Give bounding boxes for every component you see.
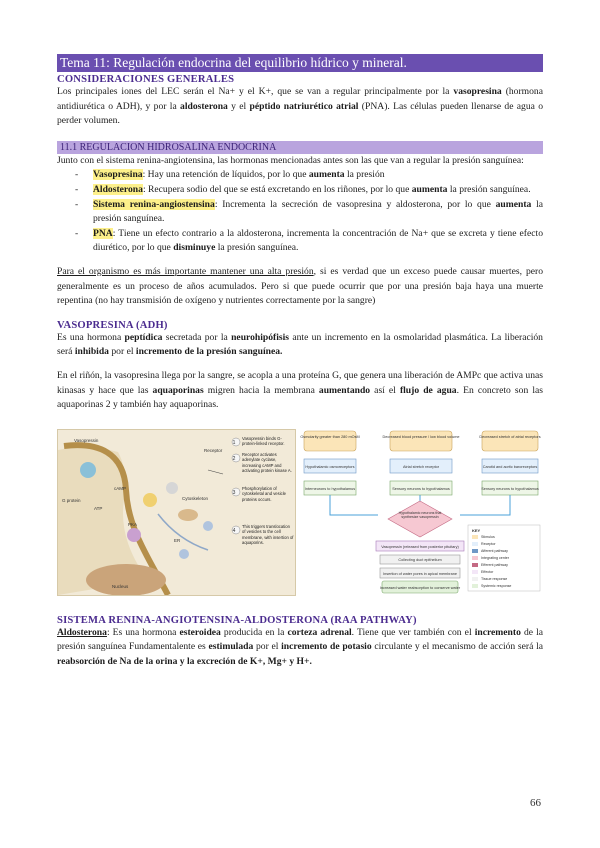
label-receptor: Receptor xyxy=(204,447,223,453)
flow-afferent-label: Sensory neurons to hypothalamus xyxy=(392,486,450,491)
flow-afferent-label: Sensory neurons to hypothalamus xyxy=(481,486,539,491)
label-g-protein: G protein xyxy=(62,497,81,503)
label-nucleus: Nucleus xyxy=(112,583,129,589)
flow-afferent-label: Interneurons to hypothalamus xyxy=(304,486,356,491)
pressure-regulators-list xyxy=(57,168,543,256)
page-content xyxy=(57,54,543,669)
key-item: Tissue response xyxy=(481,576,508,581)
label-camp: cAMP xyxy=(114,485,127,491)
step-number: 2 xyxy=(232,455,236,462)
heading-vasopresina: VASOPRESINA (ADH) xyxy=(57,319,168,331)
vasopressin-mechanism-figure xyxy=(57,429,296,596)
key-item: Stimulus xyxy=(481,534,495,539)
flowchart-illustration xyxy=(300,429,543,594)
key-item: Effector xyxy=(481,569,494,574)
heading-consideraciones: CONSIDERACIONES GENERALES xyxy=(57,74,235,85)
page-number: 66 xyxy=(530,797,541,809)
flow-receptor-label: Carotid and aortic baroreceptors xyxy=(482,464,538,469)
label-er: ER xyxy=(174,537,181,543)
vasopressin-reflex-flowchart xyxy=(300,429,543,594)
label-atp: ATP xyxy=(94,505,103,511)
flow-chain-label: Increased water reabsorption to conserve water xyxy=(379,585,461,590)
step-text: Phosphorylation of cytoskeletal and vesicle proteins occurs. xyxy=(242,485,286,502)
step-text: Vasopressin binds G-protein-linked receptor. xyxy=(242,435,285,447)
step-number: 1 xyxy=(232,439,236,446)
step-text: Receptor activates adenylate cyclase, increasing cAMP and activating protein kinase A. xyxy=(242,451,292,473)
flow-chain-label: Collecting duct epithelium xyxy=(398,557,442,562)
key-item: Afferent pathway xyxy=(481,548,508,553)
key-item: Integrating center xyxy=(481,555,509,560)
paragraph-presion: Para el organismo es más importante mantener una alta presión, si es verdad que un exceso puede causar muertes, pero generalmente es un proceso de años acumulados. Pero si que puede ocurrir que por una presión baja haya una muerte repentina (no hay transmisión de oxígeno y nutrientes correctamente por la sangre) xyxy=(57,265,543,307)
step-number: 4 xyxy=(232,527,236,534)
key-item: Systemic response xyxy=(481,583,512,588)
key-item: Receptor xyxy=(481,541,496,546)
flow-center-label: Hypothalamic neurons that synthesize vasopressin xyxy=(398,510,442,519)
label-cytoskeleton: Cytoskeleton xyxy=(182,495,209,501)
flow-chain-label: Vasopressin (released from posterior pituitary) xyxy=(381,544,459,549)
key-item: Efferent pathway xyxy=(481,562,508,567)
list-item: - PNA: Tiene un efecto contrario a la aldosterona, incrementa la concentración de Na+ que se excreta y tiene efecto diurético, por lo que disminuye la presión sanguínea. xyxy=(75,227,543,254)
heading-11-1: 11.1 REGULACION HIDROSALINA ENDOCRINA xyxy=(57,141,543,154)
mechanism-illustration xyxy=(58,430,295,595)
paragraph-aldosterona: Aldosterona: Es una hormona esteroidea producida en la corteza adrenal. Tiene que ver también con el incremento de la presión sanguínea Fundamentalente es estimulada por el incremento de potasio circulante y el mecanismo de acción será la reabsorción de Na de la orina y la excreción de K+, Mg+ y H+. xyxy=(57,626,544,667)
list-item: - Sistema renina-angiostensina: Incrementa la secreción de vasopresina y aldosterona, por lo que aumenta la presión sanguínea. xyxy=(75,198,543,225)
page-title: Tema 11: Regulación endocrina del equilibrio hídrico y mineral. xyxy=(57,54,543,72)
label-vasopressin: Vasopressin xyxy=(74,437,99,443)
list-item: - Vasopresina: Hay una retención de líquidos, por lo que aumenta la presión xyxy=(75,169,385,181)
paragraph-11-1-intro: Junto con el sistema renina-angiotensina, las hormonas mencionadas antes son las que van a regular la presión sanguínea: xyxy=(57,154,524,166)
paragraph-consideraciones: Los principales iones del LEC serán el Na+ y el K+, que se van a regular principalmente por la vasopresina (hormona antidiurética o ADH), y por la aldosterona y el péptido natriurético atrial (PNA). Las células pueden llenarse de agua o perder volumen. xyxy=(57,86,544,127)
flow-top-label: Decreased blood pressure / low blood volume xyxy=(382,434,460,439)
flow-receptor-label: Hypothalamic osmoreceptors xyxy=(305,464,355,469)
flow-top-label: Decreased stretch of atrial receptors xyxy=(479,434,541,439)
flow-chain-label: Insertion of water pores in apical membrane xyxy=(383,571,457,576)
list-item: - Aldosterona: Recupera sodio del que se está excretando en los riñones, por lo que aumenta la presión sanguínea. xyxy=(75,183,531,195)
flow-receptor-label: Atrial stretch receptor xyxy=(402,464,440,469)
paragraph-vasopresina-2: En el riñón, la vasopresina llega por la sangre, se acopla a una proteína G, que genera una liberación de AMPc que activa unas kinasas y hace que las aquaporinas migren hacia la membrana aumentando así el flujo de agua. En concreto son las aquaporinas 2 y también hay aquaporinas. xyxy=(57,369,543,411)
paragraph-vasopresina-1: Es una hormona peptídica secretada por la neurohipófisis ante un incremento en la osmolaridad plasmática. La liberación será inhibida por el incremento de la presión sanguínea. xyxy=(57,331,543,358)
figure-row xyxy=(57,429,543,599)
heading-raa: SISTEMA RENINA-ANGIOTENSINA-ALDOSTERONA (RAA PATHWAY) xyxy=(57,614,417,626)
step-text: This triggers translocation of vesicles to the cell membrane, with insertion of aquaporins. xyxy=(242,523,294,545)
label-pka: PKA xyxy=(128,521,138,527)
flow-top-label: Osmolarity greater than 280 mOsM xyxy=(300,434,360,439)
key-title: KEY xyxy=(472,527,481,533)
step-number: 3 xyxy=(232,489,236,496)
